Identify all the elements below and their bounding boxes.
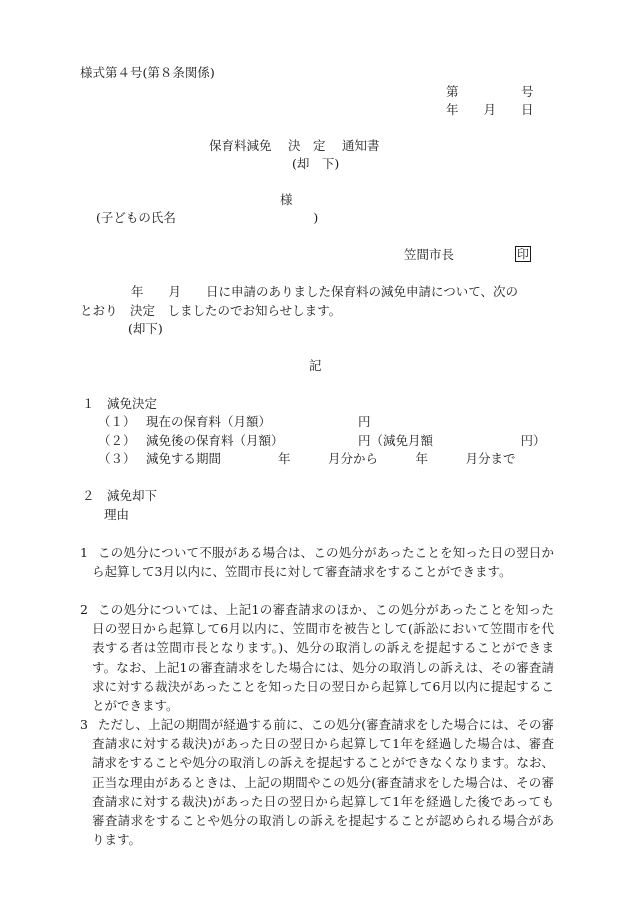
row-3-number: （３） (98, 451, 136, 466)
document-title-alt: (却 下) (292, 156, 340, 171)
row-3-tail: 年 月分から 年 月分まで (278, 451, 516, 466)
body-line-3: (却下) (128, 321, 163, 336)
row-1-label: 現在の保育料（月額） (146, 414, 272, 429)
note-3 (80, 715, 554, 849)
note-1 (80, 543, 554, 581)
seal-icon: 印 (517, 247, 530, 261)
row-2-label: 減免後の保育料（月額） (146, 433, 284, 448)
form-label: 様式第４号(第８条関係) (80, 65, 215, 80)
document-title: 保育料減免 決 定 通知書 (209, 138, 380, 153)
ki-heading: 記 (309, 358, 322, 373)
row-2-tail: 円（減免月額 円） (358, 433, 546, 448)
note-3-text: ただし、上記の期間が経過する前に、この処分(審査請求をした場合には、その審査請求に対する裁決)があった日の翌日から起算して1年を経過した場合は、審査請求をすることや処分の取消しの訴えを提起することができなくなります。なお、正当な理由があるときは、上記の期間やこの処分(審査請求をした場合は、その審査請求に対する裁決)があった日の翌日から起算して1年を経過した後であっても審査請求をすることや処分の取消しの訴えを提起することが認められる場合があります。 (92, 717, 554, 848)
date-line: 年 月 日 (446, 102, 534, 117)
note-1-text: この処分について不服がある場合は、この処分があったことを知った日の翌日から起算して3月以内に、笠間市長に対して審査請求をすることができます。 (92, 545, 554, 580)
body-line-1: 年 月 日に申請のありました保育料の減免申請について、次の (131, 284, 519, 299)
section-2-heading: ２ 減免却下 (82, 488, 158, 503)
row-1-tail: 円 (358, 414, 371, 429)
issuer-name: 笠間市長 (404, 247, 455, 262)
row-2-number: （２） (98, 433, 136, 448)
row-3-label: 減免する期間 (146, 451, 222, 466)
note-1-number: 1 (80, 545, 88, 560)
note-2-number: 2 (80, 602, 88, 617)
section-1-heading: １ 減免決定 (82, 396, 158, 411)
child-name-field: (子どもの氏名 ) (96, 210, 319, 225)
section-2-reason-label: 理由 (104, 507, 130, 522)
note-2 (80, 600, 554, 715)
body-line-2: とおり 決定 しましたのでお知らせします。 (80, 303, 342, 318)
note-2-text: この処分については、上記1の審査請求のほか、この処分があったことを知った日の翌日から起算して6月以内に、笠間市を被告として(訴訟において笠間市を代表する者は笠間市長となります。)、処分の取消しの訴えを提起することができます。なお、上記1の審査請求をした場合には、処分の取消しの訴えは、その審査請求に対する裁決があったことを知った日の翌日から起算して6月以内に提起することができます。 (92, 602, 554, 714)
note-3-number: 3 (80, 717, 88, 732)
seal-mark (515, 246, 531, 262)
document-number-line: 第 号 (446, 84, 534, 99)
recipient-honorific: 様 (280, 192, 293, 207)
row-1-number: （１） (98, 414, 136, 429)
